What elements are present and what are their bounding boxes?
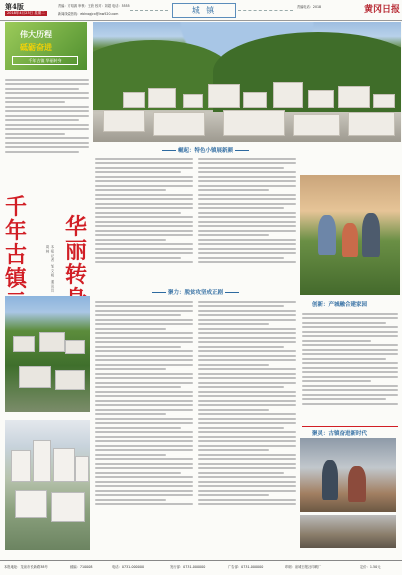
subhead-strength (150, 288, 241, 296)
cultural-photo (300, 438, 396, 512)
page-number: 第4版 (5, 2, 24, 11)
footer-distribution: 发行部：0731-000000 (170, 565, 206, 569)
town-panorama-photo (93, 22, 401, 142)
issue-date: 2018年4月23日 星期二 (7, 11, 45, 15)
body-col-1 (95, 155, 193, 285)
temple-photo (300, 515, 396, 548)
subhead-rise-text: 崛起：特色小镇展新颜 (178, 148, 234, 154)
body-col-2 (198, 155, 296, 285)
footer-phone: 电话：0731-000000 (112, 565, 145, 569)
footer-price: 定价：1.50元 (360, 565, 381, 569)
footer-address: 本报地址：龙泉市长新路38号 (4, 565, 48, 569)
header-dash-right (238, 10, 293, 11)
farmers-photo (300, 175, 400, 295)
body-col-3 (95, 298, 193, 553)
page-footer (0, 560, 402, 575)
subhead-strength-text: 聚力：脱贫攻坚成正剧 (168, 290, 224, 296)
banner-slogan-2: 砥砺奋进 (20, 42, 52, 52)
header-dash-left (130, 10, 168, 11)
banner-tagline: 千年古镇 华丽转身 (12, 56, 78, 65)
subhead-new-era (312, 429, 367, 437)
town-aerial-photo (5, 420, 90, 550)
banner-slogan-1: 伟大历程 (20, 29, 52, 39)
header-right-meta: 责编电话：2018 (297, 5, 322, 9)
body-col-4 (198, 298, 296, 553)
editor-line: 责编：方绍源 审核：王欣 校对：刘超 电话：5555 (58, 4, 130, 8)
page-header (0, 0, 402, 21)
hotline-line: 新闻线索热线：eblnogjcx@lnw520.com (58, 12, 119, 16)
headline-right: 华丽转 (64, 214, 87, 288)
divider-line (302, 426, 398, 427)
subhead-rise (160, 146, 251, 154)
subhead-new-era-text: 聚灵：古镇奋进新时代 (312, 431, 368, 437)
newspaper-logo: 黄冈日报 (364, 5, 401, 15)
body-col-5 (302, 310, 398, 425)
footer-printer: 印刷：泉城日报社印刷厂 (285, 565, 322, 569)
intro-text (5, 76, 89, 186)
footer-postcode: 邮编：710008 (70, 565, 93, 569)
subhead-innovation-text: 创新：产城融合建家园 (312, 302, 368, 308)
headline-left: 千年古镇 (4, 194, 27, 292)
byline: 本报记者 邹文明 通讯员 周林 (45, 245, 54, 294)
subhead-innovation (312, 300, 367, 308)
footer-ads: 广告部：0731-000000 (228, 565, 264, 569)
village-photo (5, 296, 90, 412)
section-title: 城 镇 (172, 3, 236, 18)
